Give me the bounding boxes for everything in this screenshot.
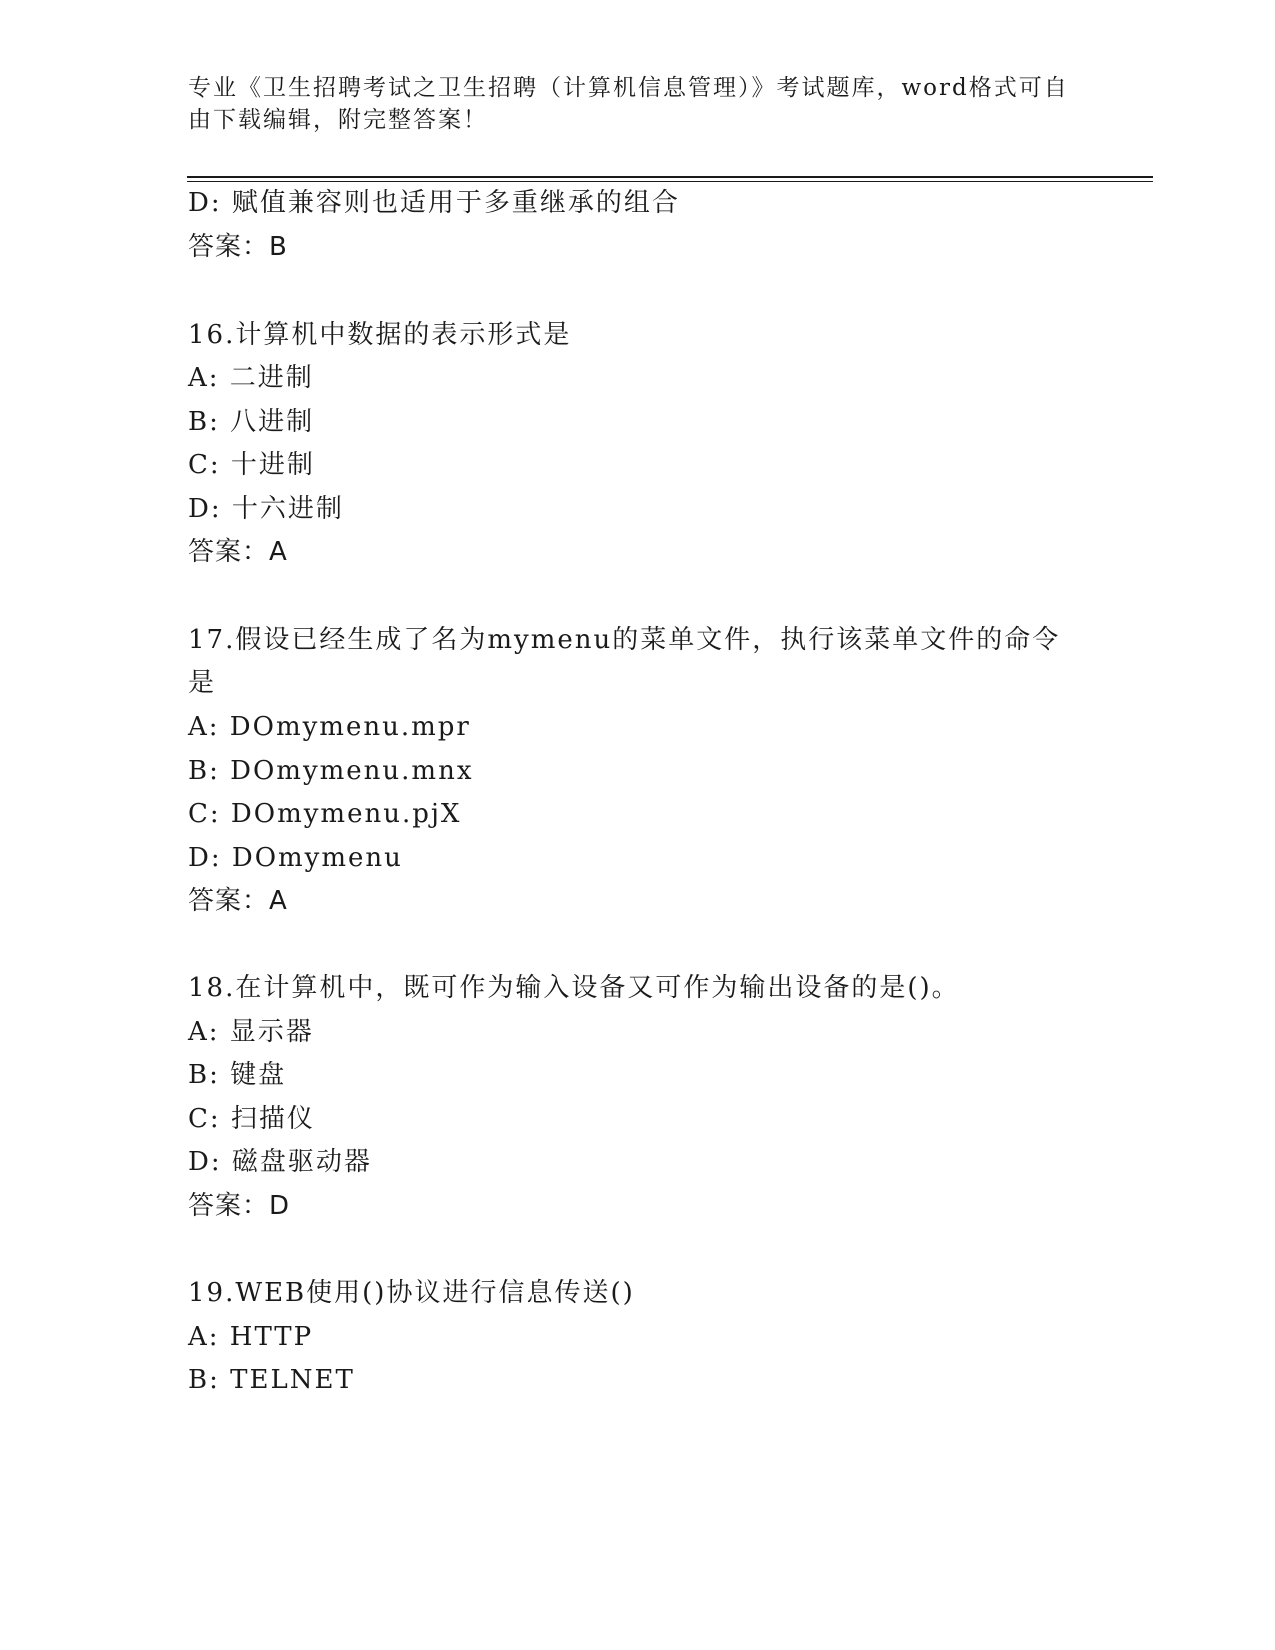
q16-option-a: A: 二进制 (188, 363, 314, 393)
header-divider-thick (187, 176, 1153, 178)
q18-question: 18.在计算机中，既可作为输入设备又可作为输出设备的是()。 (188, 973, 960, 1003)
header-line-2: 由下载编辑，附完整答案！ (188, 107, 488, 133)
q17-option-a: A: DOmymenu.mpr (188, 712, 471, 742)
q17-question-line-2: 是 (188, 668, 217, 698)
prev-option-d: D: 赋值兼容则也适用于多重继承的组合 (188, 188, 680, 218)
q18-option-c: C: 扫描仪 (188, 1104, 315, 1134)
q16-answer: 答案：A (188, 537, 288, 567)
q17-option-c: C: DOmymenu.pjX (188, 799, 462, 829)
q17-question-line-1: 17.假设已经生成了名为mymenu的菜单文件，执行该菜单文件的命令 (188, 625, 1061, 655)
q18-option-d: D: 磁盘驱动器 (188, 1147, 372, 1177)
document-header (188, 72, 1068, 136)
header-divider-thin (187, 181, 1153, 182)
q18-option-b: B: 键盘 (188, 1060, 287, 1090)
prev-answer: 答案：B (188, 232, 288, 262)
q16-question: 16.计算机中数据的表示形式是 (188, 320, 572, 350)
q17-option-b: B: DOmymenu.mnx (188, 756, 474, 786)
q17-answer: 答案：A (188, 886, 288, 916)
q16-option-b: B: 八进制 (188, 407, 315, 437)
header-line-1: 专业《卫生招聘考试之卫生招聘（计算机信息管理）》考试题库，word格式可自 (188, 75, 1069, 101)
q19-question: 19.WEB使用()协议进行信息传送() (188, 1278, 635, 1308)
q18-answer: 答案：D (188, 1191, 291, 1221)
q19-option-a: A: HTTP (188, 1322, 314, 1352)
q18-option-a: A: 显示器 (188, 1017, 314, 1047)
q17-option-d: D: DOmymenu (188, 843, 403, 873)
q16-option-c: C: 十进制 (188, 450, 315, 480)
q16-option-d: D: 十六进制 (188, 494, 344, 524)
q19-option-b: B: TELNET (188, 1365, 355, 1395)
